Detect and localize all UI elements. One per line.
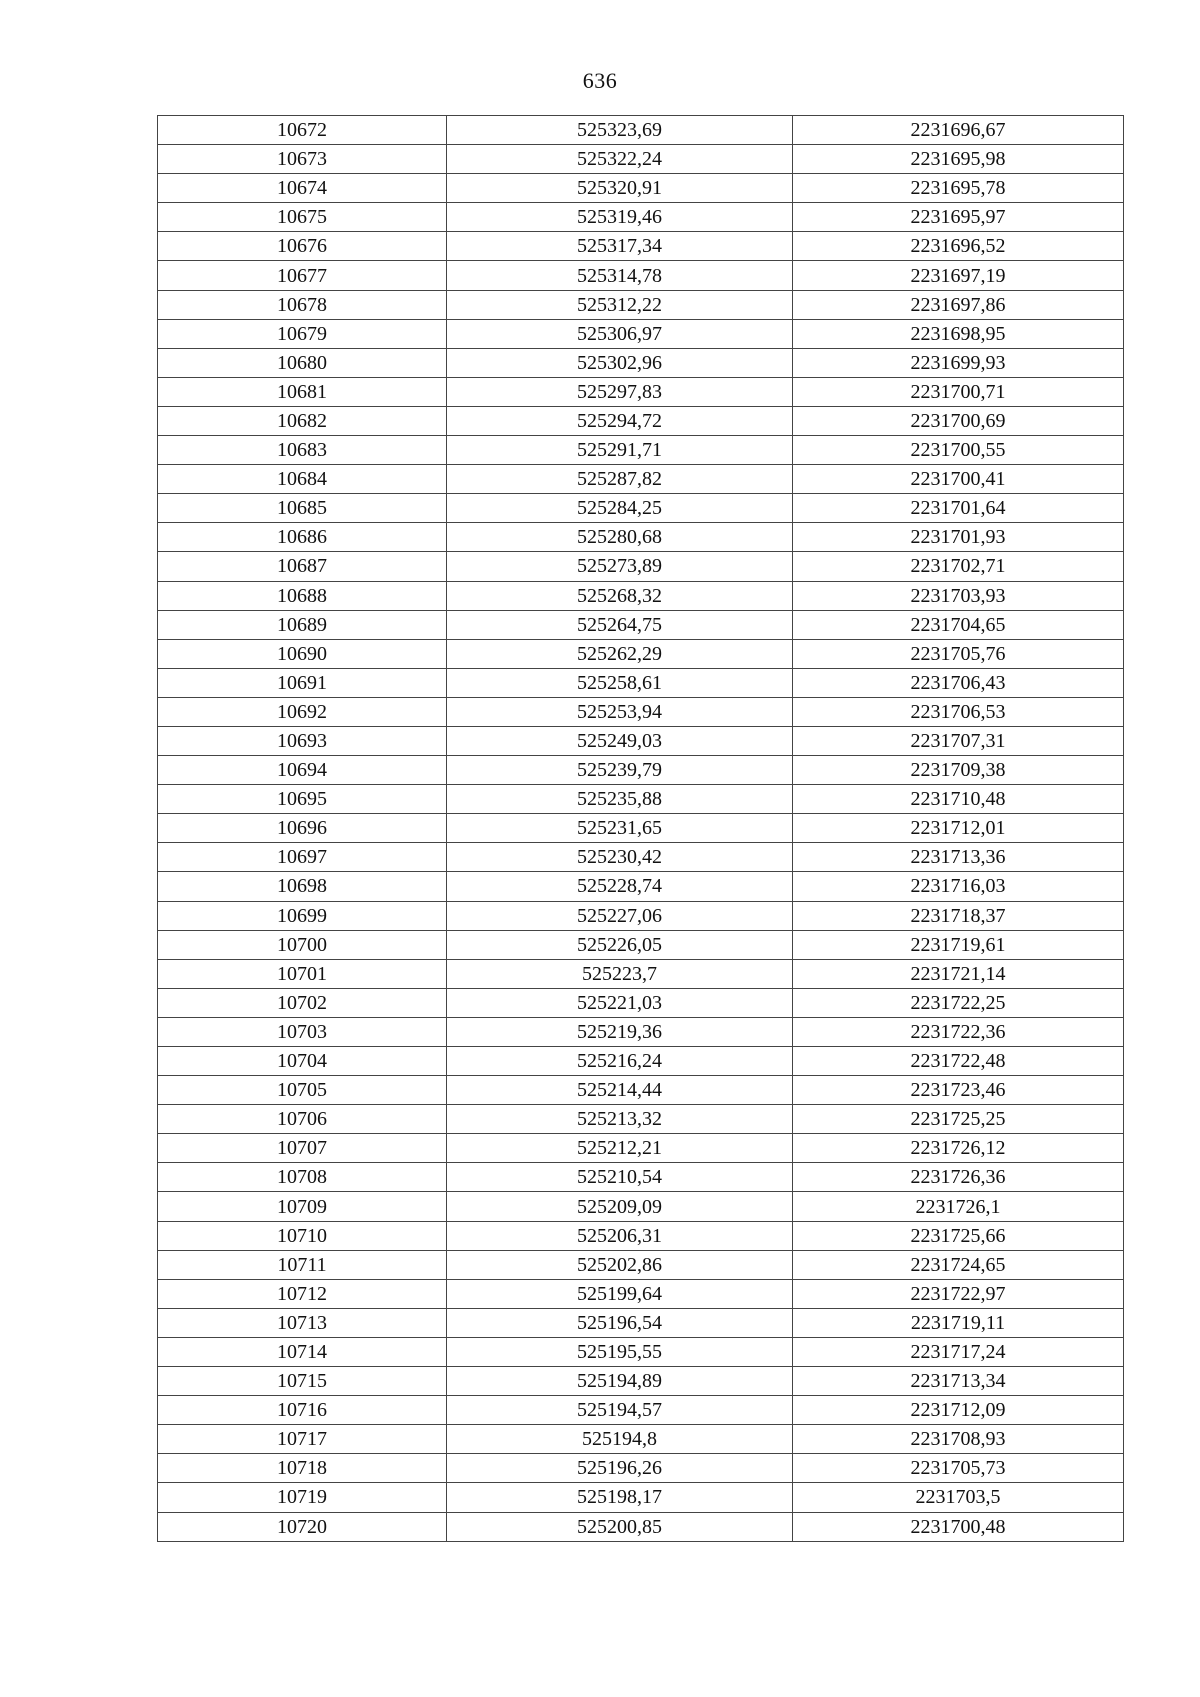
point-number-cell: 10676 <box>158 232 447 261</box>
x-coordinate-cell: 525199,64 <box>447 1279 793 1308</box>
point-number-cell: 10674 <box>158 174 447 203</box>
point-number-cell: 10689 <box>158 610 447 639</box>
x-coordinate-cell: 525212,21 <box>447 1134 793 1163</box>
page-number: 636 <box>582 68 618 93</box>
x-coordinate-cell: 525320,91 <box>447 174 793 203</box>
x-coordinate-cell: 525202,86 <box>447 1250 793 1279</box>
point-number-cell: 10688 <box>158 581 447 610</box>
point-number-cell: 10678 <box>158 290 447 319</box>
table-row <box>158 1279 1124 1308</box>
x-coordinate-cell: 525319,46 <box>447 203 793 232</box>
point-number-cell: 10698 <box>158 872 447 901</box>
x-coordinate-cell: 525302,96 <box>447 348 793 377</box>
point-number-cell: 10703 <box>158 1017 447 1046</box>
y-coordinate-cell: 2231695,78 <box>793 174 1124 203</box>
table-row <box>158 814 1124 843</box>
table-row <box>158 1017 1124 1046</box>
y-coordinate-cell: 2231703,93 <box>793 581 1124 610</box>
point-number-cell: 10719 <box>158 1483 447 1512</box>
table-row <box>158 261 1124 290</box>
x-coordinate-cell: 525223,7 <box>447 959 793 988</box>
point-number-cell: 10716 <box>158 1396 447 1425</box>
y-coordinate-cell: 2231718,37 <box>793 901 1124 930</box>
table-row <box>158 1367 1124 1396</box>
point-number-cell: 10672 <box>158 116 447 145</box>
point-number-cell: 10713 <box>158 1308 447 1337</box>
x-coordinate-cell: 525213,32 <box>447 1105 793 1134</box>
point-number-cell: 10684 <box>158 465 447 494</box>
point-number-cell: 10717 <box>158 1425 447 1454</box>
point-number-cell: 10705 <box>158 1076 447 1105</box>
y-coordinate-cell: 2231700,41 <box>793 465 1124 494</box>
table-row <box>158 523 1124 552</box>
table-row <box>158 610 1124 639</box>
table-row <box>158 1483 1124 1512</box>
x-coordinate-cell: 525306,97 <box>447 319 793 348</box>
y-coordinate-cell: 2231712,01 <box>793 814 1124 843</box>
point-number-cell: 10706 <box>158 1105 447 1134</box>
y-coordinate-cell: 2231699,93 <box>793 348 1124 377</box>
y-coordinate-cell: 2231698,95 <box>793 319 1124 348</box>
y-coordinate-cell: 2231722,48 <box>793 1047 1124 1076</box>
y-coordinate-cell: 2231695,98 <box>793 145 1124 174</box>
table-row <box>158 1047 1124 1076</box>
point-number-cell: 10691 <box>158 668 447 697</box>
point-number-cell: 10687 <box>158 552 447 581</box>
point-number-cell: 10702 <box>158 988 447 1017</box>
table-row <box>158 756 1124 785</box>
y-coordinate-cell: 2231705,73 <box>793 1454 1124 1483</box>
point-number-cell: 10704 <box>158 1047 447 1076</box>
table-row <box>158 726 1124 755</box>
point-number-cell: 10681 <box>158 377 447 406</box>
table-row <box>158 581 1124 610</box>
point-number-cell: 10707 <box>158 1134 447 1163</box>
point-number-cell: 10685 <box>158 494 447 523</box>
table-row <box>158 1337 1124 1366</box>
y-coordinate-cell: 2231707,31 <box>793 726 1124 755</box>
x-coordinate-cell: 525226,05 <box>447 930 793 959</box>
table-row <box>158 203 1124 232</box>
table-row <box>158 348 1124 377</box>
point-number-cell: 10699 <box>158 901 447 930</box>
y-coordinate-cell: 2231706,53 <box>793 697 1124 726</box>
point-number-cell: 10712 <box>158 1279 447 1308</box>
x-coordinate-cell: 525210,54 <box>447 1163 793 1192</box>
point-number-cell: 10696 <box>158 814 447 843</box>
x-coordinate-cell: 525195,55 <box>447 1337 793 1366</box>
x-coordinate-cell: 525198,17 <box>447 1483 793 1512</box>
x-coordinate-cell: 525196,54 <box>447 1308 793 1337</box>
table-row <box>158 872 1124 901</box>
y-coordinate-cell: 2231701,64 <box>793 494 1124 523</box>
table-row <box>158 1425 1124 1454</box>
point-number-cell: 10700 <box>158 930 447 959</box>
y-coordinate-cell: 2231700,48 <box>793 1512 1124 1541</box>
table-row <box>158 1396 1124 1425</box>
coordinates-table-body <box>158 116 1124 1542</box>
table-row <box>158 1308 1124 1337</box>
table-row <box>158 232 1124 261</box>
x-coordinate-cell: 525322,24 <box>447 145 793 174</box>
table-row <box>158 319 1124 348</box>
table-row <box>158 697 1124 726</box>
table-row <box>158 1192 1124 1221</box>
x-coordinate-cell: 525323,69 <box>447 116 793 145</box>
table-row <box>158 959 1124 988</box>
point-number-cell: 10682 <box>158 406 447 435</box>
table-row <box>158 1105 1124 1134</box>
y-coordinate-cell: 2231717,24 <box>793 1337 1124 1366</box>
x-coordinate-cell: 525221,03 <box>447 988 793 1017</box>
y-coordinate-cell: 2231726,36 <box>793 1163 1124 1192</box>
y-coordinate-cell: 2231719,11 <box>793 1308 1124 1337</box>
x-coordinate-cell: 525230,42 <box>447 843 793 872</box>
point-number-cell: 10714 <box>158 1337 447 1366</box>
y-coordinate-cell: 2231704,65 <box>793 610 1124 639</box>
y-coordinate-cell: 2231702,71 <box>793 552 1124 581</box>
y-coordinate-cell: 2231709,38 <box>793 756 1124 785</box>
x-coordinate-cell: 525235,88 <box>447 785 793 814</box>
table-row <box>158 930 1124 959</box>
table-row <box>158 1512 1124 1541</box>
table-row <box>158 843 1124 872</box>
y-coordinate-cell: 2231722,36 <box>793 1017 1124 1046</box>
y-coordinate-cell: 2231710,48 <box>793 785 1124 814</box>
y-coordinate-cell: 2231726,1 <box>793 1192 1124 1221</box>
y-coordinate-cell: 2231712,09 <box>793 1396 1124 1425</box>
point-number-cell: 10711 <box>158 1250 447 1279</box>
x-coordinate-cell: 525231,65 <box>447 814 793 843</box>
x-coordinate-cell: 525209,09 <box>447 1192 793 1221</box>
x-coordinate-cell: 525239,79 <box>447 756 793 785</box>
table-row <box>158 1250 1124 1279</box>
y-coordinate-cell: 2231725,66 <box>793 1221 1124 1250</box>
x-coordinate-cell: 525206,31 <box>447 1221 793 1250</box>
point-number-cell: 10709 <box>158 1192 447 1221</box>
point-number-cell: 10695 <box>158 785 447 814</box>
table-row <box>158 406 1124 435</box>
table-row <box>158 1454 1124 1483</box>
table-row <box>158 116 1124 145</box>
table-row <box>158 377 1124 406</box>
x-coordinate-cell: 525291,71 <box>447 436 793 465</box>
x-coordinate-cell: 525264,75 <box>447 610 793 639</box>
table-row <box>158 901 1124 930</box>
point-number-cell: 10675 <box>158 203 447 232</box>
x-coordinate-cell: 525280,68 <box>447 523 793 552</box>
table-row <box>158 668 1124 697</box>
y-coordinate-cell: 2231697,86 <box>793 290 1124 319</box>
y-coordinate-cell: 2231696,52 <box>793 232 1124 261</box>
table-row <box>158 988 1124 1017</box>
x-coordinate-cell: 525287,82 <box>447 465 793 494</box>
point-number-cell: 10680 <box>158 348 447 377</box>
x-coordinate-cell: 525273,89 <box>447 552 793 581</box>
point-number-cell: 10720 <box>158 1512 447 1541</box>
table-row <box>158 1163 1124 1192</box>
y-coordinate-cell: 2231703,5 <box>793 1483 1124 1512</box>
x-coordinate-cell: 525194,8 <box>447 1425 793 1454</box>
x-coordinate-cell: 525194,89 <box>447 1367 793 1396</box>
x-coordinate-cell: 525297,83 <box>447 377 793 406</box>
x-coordinate-cell: 525214,44 <box>447 1076 793 1105</box>
y-coordinate-cell: 2231725,25 <box>793 1105 1124 1134</box>
point-number-cell: 10679 <box>158 319 447 348</box>
table-row <box>158 639 1124 668</box>
x-coordinate-cell: 525314,78 <box>447 261 793 290</box>
point-number-cell: 10673 <box>158 145 447 174</box>
x-coordinate-cell: 525228,74 <box>447 872 793 901</box>
table-row <box>158 552 1124 581</box>
y-coordinate-cell: 2231697,19 <box>793 261 1124 290</box>
table-row <box>158 174 1124 203</box>
point-number-cell: 10697 <box>158 843 447 872</box>
point-number-cell: 10710 <box>158 1221 447 1250</box>
x-coordinate-cell: 525196,26 <box>447 1454 793 1483</box>
y-coordinate-cell: 2231713,36 <box>793 843 1124 872</box>
x-coordinate-cell: 525194,57 <box>447 1396 793 1425</box>
y-coordinate-cell: 2231713,34 <box>793 1367 1124 1396</box>
table-row <box>158 1134 1124 1163</box>
table-row <box>158 1076 1124 1105</box>
table-row <box>158 290 1124 319</box>
x-coordinate-cell: 525258,61 <box>447 668 793 697</box>
point-number-cell: 10677 <box>158 261 447 290</box>
y-coordinate-cell: 2231696,67 <box>793 116 1124 145</box>
y-coordinate-cell: 2231726,12 <box>793 1134 1124 1163</box>
y-coordinate-cell: 2231706,43 <box>793 668 1124 697</box>
coordinates-table <box>157 115 1124 1542</box>
point-number-cell: 10715 <box>158 1367 447 1396</box>
point-number-cell: 10701 <box>158 959 447 988</box>
y-coordinate-cell: 2231723,46 <box>793 1076 1124 1105</box>
point-number-cell: 10708 <box>158 1163 447 1192</box>
x-coordinate-cell: 525200,85 <box>447 1512 793 1541</box>
y-coordinate-cell: 2231722,97 <box>793 1279 1124 1308</box>
x-coordinate-cell: 525284,25 <box>447 494 793 523</box>
table-row <box>158 436 1124 465</box>
table-row <box>158 785 1124 814</box>
point-number-cell: 10686 <box>158 523 447 552</box>
x-coordinate-cell: 525294,72 <box>447 406 793 435</box>
y-coordinate-cell: 2231708,93 <box>793 1425 1124 1454</box>
table-row <box>158 494 1124 523</box>
y-coordinate-cell: 2231724,65 <box>793 1250 1124 1279</box>
point-number-cell: 10692 <box>158 697 447 726</box>
point-number-cell: 10683 <box>158 436 447 465</box>
x-coordinate-cell: 525317,34 <box>447 232 793 261</box>
y-coordinate-cell: 2231701,93 <box>793 523 1124 552</box>
y-coordinate-cell: 2231705,76 <box>793 639 1124 668</box>
y-coordinate-cell: 2231721,14 <box>793 959 1124 988</box>
x-coordinate-cell: 525253,94 <box>447 697 793 726</box>
x-coordinate-cell: 525219,36 <box>447 1017 793 1046</box>
y-coordinate-cell: 2231716,03 <box>793 872 1124 901</box>
table-row <box>158 465 1124 494</box>
point-number-cell: 10694 <box>158 756 447 785</box>
point-number-cell: 10690 <box>158 639 447 668</box>
x-coordinate-cell: 525227,06 <box>447 901 793 930</box>
x-coordinate-cell: 525268,32 <box>447 581 793 610</box>
y-coordinate-cell: 2231700,71 <box>793 377 1124 406</box>
x-coordinate-cell: 525262,29 <box>447 639 793 668</box>
y-coordinate-cell: 2231722,25 <box>793 988 1124 1017</box>
y-coordinate-cell: 2231700,55 <box>793 436 1124 465</box>
y-coordinate-cell: 2231700,69 <box>793 406 1124 435</box>
point-number-cell: 10718 <box>158 1454 447 1483</box>
x-coordinate-cell: 525249,03 <box>447 726 793 755</box>
point-number-cell: 10693 <box>158 726 447 755</box>
y-coordinate-cell: 2231719,61 <box>793 930 1124 959</box>
table-row <box>158 1221 1124 1250</box>
x-coordinate-cell: 525216,24 <box>447 1047 793 1076</box>
table-row <box>158 145 1124 174</box>
y-coordinate-cell: 2231695,97 <box>793 203 1124 232</box>
x-coordinate-cell: 525312,22 <box>447 290 793 319</box>
